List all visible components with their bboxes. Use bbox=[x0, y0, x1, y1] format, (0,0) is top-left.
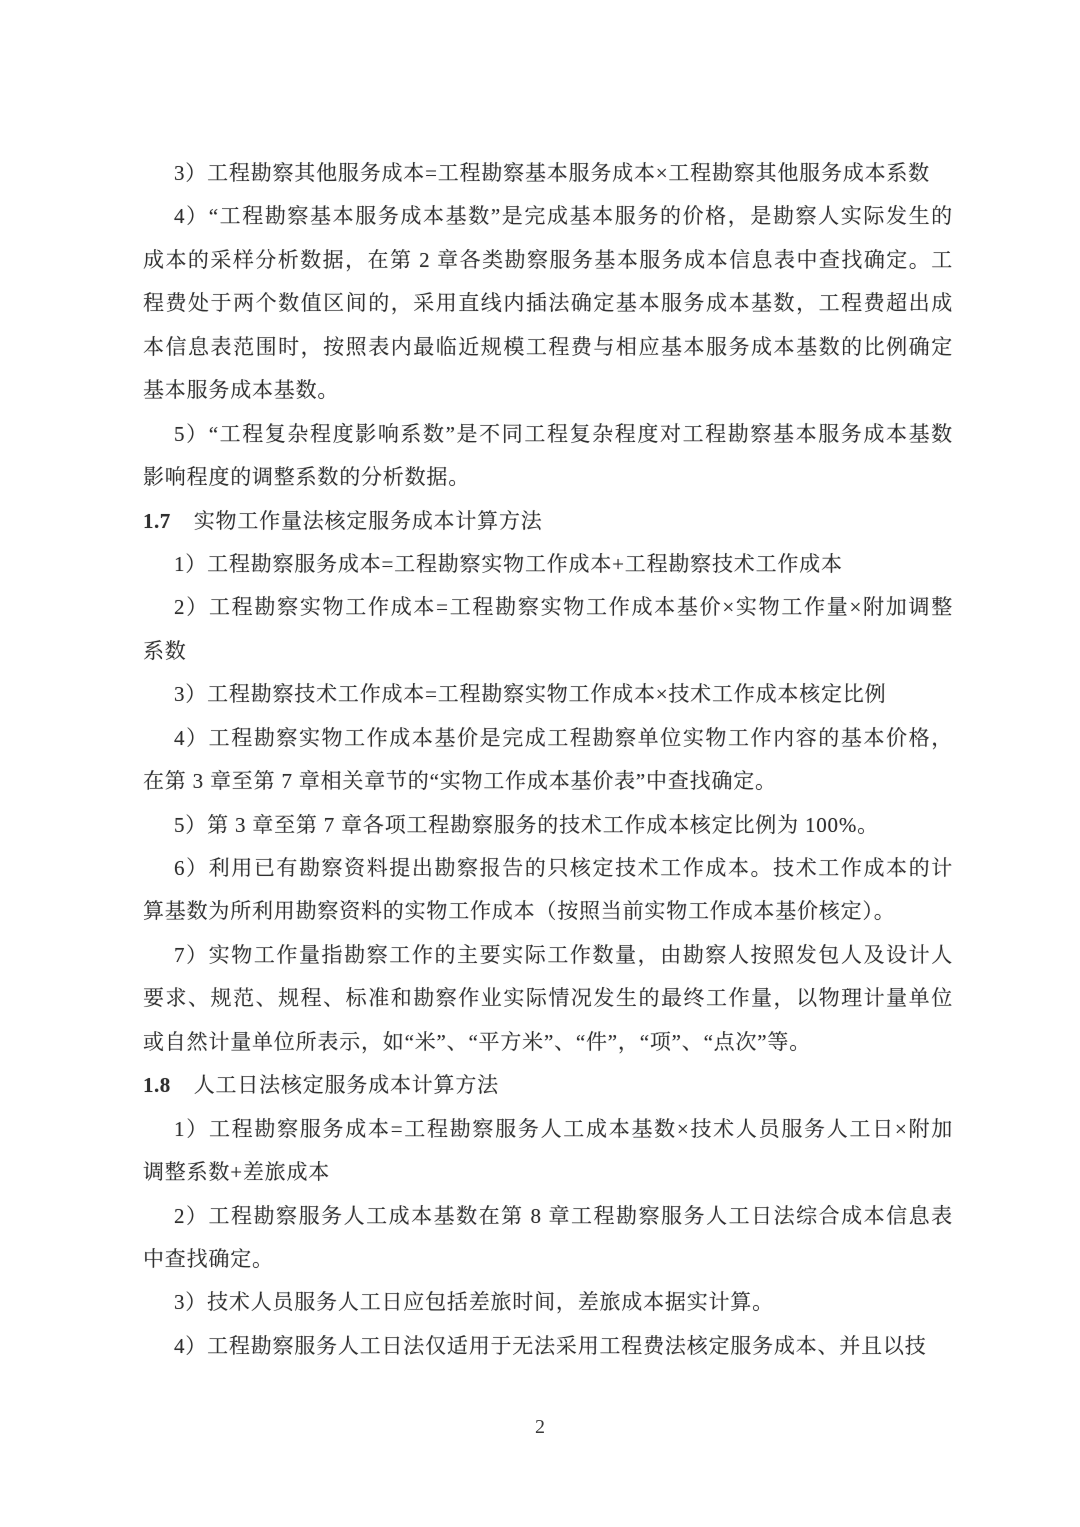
text-line: 成本的采样分析数据，在第 2 章各类勘察服务基本服务成本信息表中查找确定。工 bbox=[143, 247, 953, 272]
paragraph bbox=[143, 717, 953, 804]
paragraph bbox=[143, 586, 953, 673]
text-line: 6）利用已有勘察资料提出勘察报告的只核定技术工作成本。技术工作成本的计 bbox=[174, 856, 953, 880]
paragraph bbox=[143, 934, 953, 1064]
paragraph bbox=[143, 1325, 953, 1368]
paragraph bbox=[143, 1281, 953, 1324]
text-line: 中查找确定。 bbox=[143, 1246, 274, 1271]
text-line: 2）工程勘察服务人工成本基数在第 8 章工程勘察服务人工日法综合成本信息表 bbox=[174, 1203, 953, 1228]
text-line: 或自然计量单位所表示，如“米”、“平方米”、“件”，“项”、“点次”等。 bbox=[143, 1029, 812, 1054]
text-line: 系数 bbox=[143, 638, 187, 663]
paragraph bbox=[143, 543, 953, 586]
text-line: 1）工程勘察服务成本=工程勘察服务人工成本基数×技术人员服务人工日×附加 bbox=[174, 1116, 953, 1141]
text-line: 4）工程勘察服务人工日法仅适用于无法采用工程费法核定服务成本、并且以技 bbox=[174, 1333, 927, 1358]
text-line: 2）工程勘察实物工作成本=工程勘察实物工作成本基价×实物工作量×附加调整 bbox=[174, 595, 953, 620]
text-line: 程费处于两个数值区间的，采用直线内插法确定基本服务成本基数，工程费超出成 bbox=[143, 291, 953, 316]
text-line: 3）工程勘察其他服务成本=工程勘察基本服务成本×工程勘察其他服务成本系数 bbox=[174, 161, 930, 185]
text-line: 调整系数+差旅成本 bbox=[143, 1160, 331, 1185]
paragraph bbox=[143, 195, 953, 412]
text-line: 3）工程勘察技术工作成本=工程勘察实物工作成本×技术工作成本核定比例 bbox=[174, 682, 887, 707]
text-line: 影响程度的调整系数的分析数据。 bbox=[143, 465, 470, 490]
section-number: 1.7 bbox=[143, 508, 171, 533]
paragraph bbox=[143, 804, 953, 847]
paragraph bbox=[143, 847, 953, 934]
text-line: 5）第 3 章至第 7 章各项工程勘察服务的技术工作成本核定比例为 100%。 bbox=[174, 812, 879, 837]
text-line: 本信息表范围时，按照表内最临近规模工程费与相应基本服务成本基数的比例确定 bbox=[143, 334, 953, 359]
section-heading bbox=[143, 1064, 953, 1107]
paragraph bbox=[143, 1195, 953, 1282]
text-line: 3）技术人员服务人工日应包括差旅时间，差旅成本据实计算。 bbox=[174, 1290, 774, 1315]
text-line: 算基数为所利用勘察资料的实物工作成本（按照当前实物工作成本基价核定）。 bbox=[143, 899, 896, 924]
text-line: 要求、规范、规程、标准和勘察作业实际情况发生的最终工作量，以物理计量单位 bbox=[143, 986, 953, 1011]
text-line: 4）“工程勘察基本服务成本基数”是完成基本服务的价格，是勘察人实际发生的 bbox=[174, 204, 953, 229]
text-line: 4）工程勘察实物工作成本基价是完成工程勘察单位实物工作内容的基本价格， bbox=[174, 725, 953, 750]
text-line: 1）工程勘察服务成本=工程勘察实物工作成本+工程勘察技术工作成本 bbox=[174, 551, 843, 576]
text-line: 基本服务成本基数。 bbox=[143, 378, 340, 403]
page-number: 2 bbox=[535, 1416, 545, 1438]
paragraph bbox=[143, 673, 953, 716]
text-line: 7）实物工作量指勘察工作的主要实际工作数量，由勘察人按照发包人及设计人 bbox=[174, 942, 953, 967]
paragraph bbox=[143, 152, 953, 195]
section-title: 实物工作量法核定服务成本计算方法 bbox=[193, 508, 543, 533]
section-title: 人工日法核定服务成本计算方法 bbox=[193, 1073, 499, 1098]
paragraph bbox=[143, 413, 953, 500]
section-heading bbox=[143, 500, 953, 543]
page-body bbox=[143, 152, 953, 1368]
text-line: 5）“工程复杂程度影响系数”是不同工程复杂程度对工程勘察基本服务成本基数 bbox=[174, 421, 953, 446]
paragraph bbox=[143, 1108, 953, 1195]
text-line: 在第 3 章至第 7 章相关章节的“实物工作成本基价表”中查找确定。 bbox=[143, 769, 777, 794]
section-number: 1.8 bbox=[143, 1073, 171, 1098]
